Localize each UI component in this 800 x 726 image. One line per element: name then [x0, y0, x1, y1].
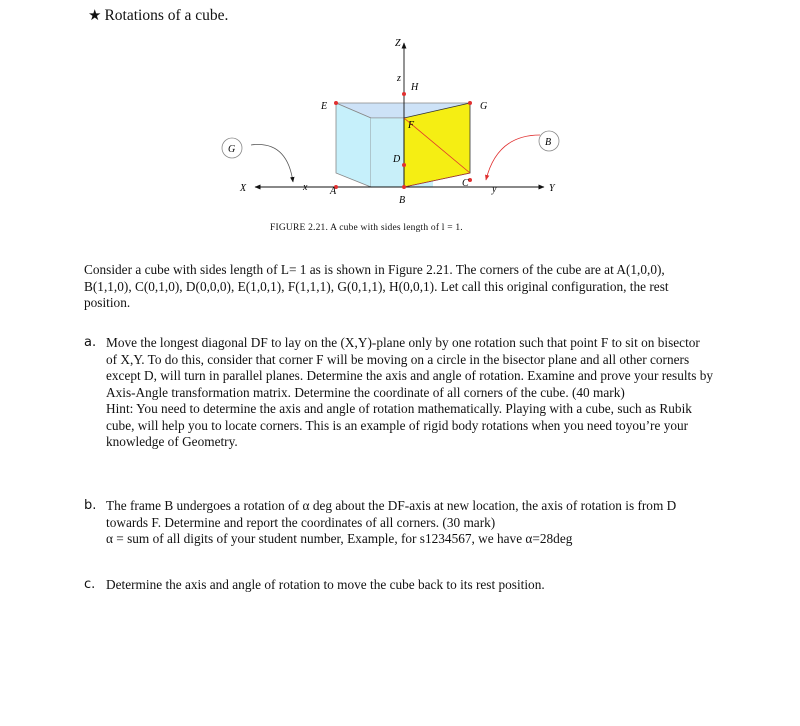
question-a: [84, 335, 714, 451]
label-g-top: G: [480, 101, 488, 112]
question-c: [84, 577, 714, 594]
question-b-alpha: α = sum of all digits of your student number, Example, for s1234567, we have α=28deg: [106, 531, 573, 546]
label-x-lower: x: [303, 182, 308, 193]
question-b-marker: b.: [84, 498, 97, 513]
label-z-upper: Z: [395, 38, 401, 49]
question-a-hint: Hint: You need to determine the axis and angle of rotation mathematically. Playing with a cube, such as Rubik cube, will help you to locate corners. This is an example of rigid body rotations when you need toyou’re your knowledge of Geometry.: [106, 401, 692, 449]
label-c: C: [462, 178, 469, 189]
label-z-lower: z: [397, 73, 401, 84]
cube-left-face: [336, 103, 371, 187]
star-icon: ★: [88, 6, 102, 24]
label-e: E: [321, 101, 328, 112]
label-y-upper: Y: [549, 183, 555, 194]
corner-d: [402, 163, 406, 167]
corner-h: [402, 92, 406, 96]
section-title-text: Rotations of a cube.: [104, 7, 229, 24]
rotation-arrow-y: [486, 135, 540, 180]
label-a: A: [330, 186, 337, 197]
label-h: H: [411, 82, 419, 93]
question-b: [84, 498, 714, 548]
question-c-marker: c.: [84, 577, 96, 592]
label-y-lower: y: [492, 184, 497, 195]
corner-e: [334, 101, 338, 105]
label-f: F: [408, 120, 415, 131]
label-d: D: [393, 154, 401, 165]
label-b: B: [399, 195, 406, 206]
label-x-upper: X: [240, 183, 247, 194]
label-b-circle: B: [545, 137, 552, 148]
corner-b: [402, 185, 406, 189]
question-a-text: Move the longest diagonal DF to lay on the (X,Y)-plane only by one rotation such that point F to sit on bisector of X,Y. To do this, consider that corner F will be moving on a circle in the bisector plane and all other corners except D, will turn in parallel planes. Determine the axis and angle of rotation. Examine and prove your results by Axis-Angle transformation matrix. Determine the coordinate of all corners of the cube. (40 mark): [106, 335, 714, 400]
rotation-arrow-x: [251, 144, 293, 182]
cube-figure: [0, 0, 800, 240]
question-a-marker: a.: [84, 335, 97, 350]
corner-g: [468, 101, 472, 105]
intro-paragraph: Consider a cube with sides length of L= 1 as is shown in Figure 2.21. The corners of the cube are at A(1,0,0), B(1,1,0), C(0,1,0), D(0,0,0), E(1,0,1), F(1,1,1), G(0,1,1), H(0,0,1). Let call this original configuration, the rest position.: [84, 262, 669, 310]
label-g-circle: G: [228, 144, 236, 155]
question-b-text: The frame B undergoes a rotation of α deg about the DF-axis at new location, the axis of rotation is from D towards F. Determine and report the coordinates of all corners. (30 mark): [106, 498, 677, 530]
question-c-text: Determine the axis and angle of rotation to move the cube back to its rest position.: [106, 577, 545, 592]
figure-caption: FIGURE 2.21. A cube with sides length of l = 1.: [270, 223, 463, 233]
